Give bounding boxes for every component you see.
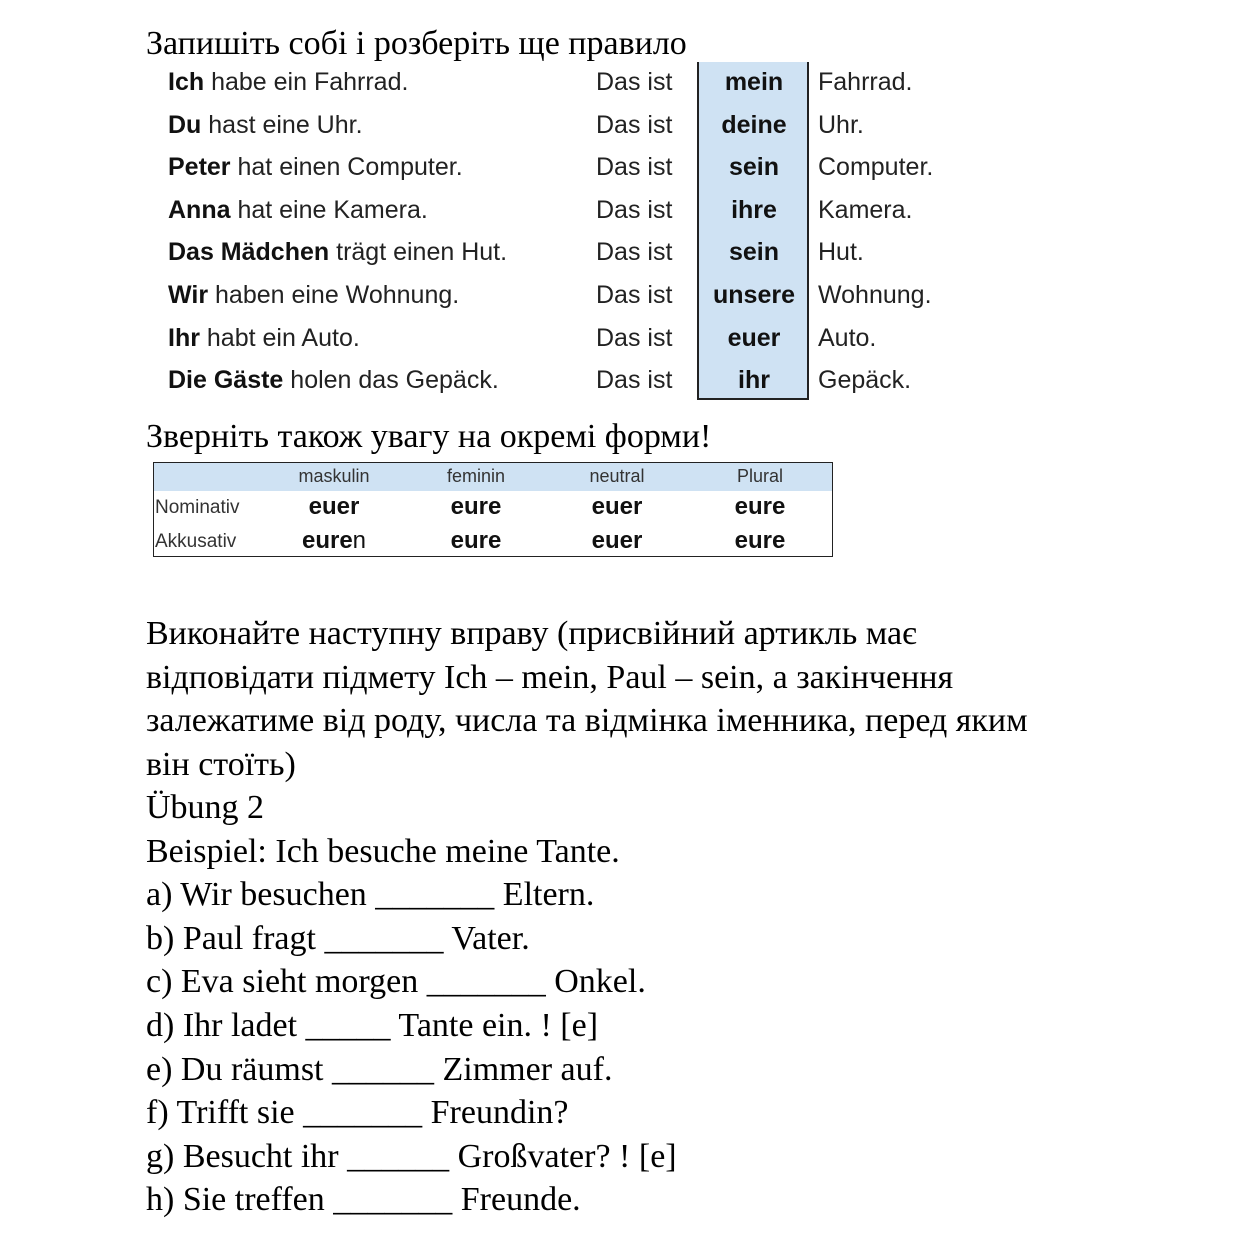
- example-rest: habe ein Fahrrad.: [204, 68, 409, 96]
- example-noun: Computer.: [818, 153, 934, 182]
- example-row: [0, 147, 1242, 189]
- example-possessive: ihre: [731, 195, 777, 224]
- example-sentence-text: [168, 68, 408, 97]
- forms-column-header: Plural: [736, 466, 784, 486]
- example-rest: haben eine Wohnung.: [208, 281, 460, 309]
- example-das-ist: Das ist: [596, 195, 673, 224]
- example-noun: Gepäck.: [818, 366, 912, 395]
- example-noun: Auto.: [818, 323, 877, 352]
- example-possessive: sein: [728, 153, 780, 182]
- exercise-title: Übung 2: [146, 789, 265, 826]
- example-subject: Das Mädchen: [168, 238, 330, 267]
- example-row: [0, 105, 1242, 147]
- forms-column-header: maskulin: [298, 466, 370, 486]
- example-possessive: deine: [721, 110, 787, 139]
- forms-cell: [690, 493, 830, 521]
- forms-row-label: Nominativ: [155, 497, 240, 518]
- example-sentence: Beispiel: Ich besuche meine Tante.: [146, 832, 620, 870]
- forms-cell-stem: eure: [301, 527, 353, 554]
- example-das-ist: Das ist: [596, 238, 673, 267]
- forms-cell-stem: eure: [450, 527, 502, 554]
- example-rest: hat einen Computer.: [230, 153, 463, 182]
- example-noun: Fahrrad.: [818, 68, 913, 96]
- example-subject: Wir: [168, 281, 209, 309]
- instructions-line: він стоїть): [146, 745, 296, 783]
- forms-cell: [547, 527, 687, 555]
- forms-cell: [547, 493, 687, 521]
- example-row: [0, 232, 1242, 274]
- example-possessive: ihr: [738, 366, 770, 395]
- instructions: [146, 612, 1146, 786]
- forms-column-header: feminin: [446, 466, 506, 486]
- example-das-ist: Das ist: [596, 153, 673, 182]
- forms-table-header: [154, 463, 832, 491]
- forms-cell: [264, 493, 404, 521]
- exercise-item: b) Paul fragt _______ Vater.: [146, 919, 530, 957]
- exercise-item: d) Ihr ladet _____ Tante ein. ! [e]: [146, 1006, 599, 1044]
- example-sentence-text: [168, 153, 463, 182]
- example-subject: Du: [168, 110, 202, 139]
- instructions-line: відповідати підмету Ich – mein, Paul – sein, а закінчення: [146, 658, 954, 696]
- example-row: [0, 275, 1242, 317]
- example-subject: Anna: [168, 195, 231, 224]
- example-subject: Die Gäste: [168, 366, 284, 395]
- example-sentence-text: [168, 111, 363, 140]
- example-noun: Kamera.: [818, 195, 913, 224]
- example-possessive: sein: [728, 238, 780, 267]
- example-sentence-text: [168, 324, 360, 353]
- forms-cell-stem: euer: [591, 527, 643, 554]
- example-das-ist: Das ist: [596, 366, 673, 395]
- example-rest: holen das Gepäck.: [283, 366, 499, 395]
- example-noun: Uhr.: [818, 110, 864, 139]
- forms-heading: Зверніть також увагу на окремі форми!: [146, 418, 712, 455]
- example-rest: hast eine Uhr.: [201, 110, 363, 139]
- forms-cell: [406, 527, 546, 555]
- example-possessive: unsere: [713, 281, 795, 309]
- forms-row: [154, 525, 832, 559]
- forms-cell-stem: eure: [450, 493, 502, 520]
- example-rest: hat eine Kamera.: [230, 195, 428, 224]
- forms-table: [153, 462, 833, 557]
- instructions-line: залежатиме від роду, числа та відмінка іменника, перед яким: [146, 702, 1028, 739]
- example-das-ist: Das ist: [596, 68, 673, 96]
- exercise-item: a) Wir besuchen _______ Eltern.: [146, 876, 595, 914]
- forms-cell-stem: euer: [591, 493, 643, 520]
- example-das-ist: Das ist: [596, 281, 673, 309]
- forms-row-label: Akkusativ: [155, 531, 237, 552]
- exercise-item: e) Du räumst ______ Zimmer auf.: [146, 1050, 613, 1088]
- forms-cell-stem: eure: [734, 493, 786, 520]
- example-row: [0, 62, 1242, 104]
- example-row: [0, 360, 1242, 402]
- example-noun: Hut.: [818, 238, 864, 267]
- forms-cell: [406, 493, 546, 521]
- example-row: [0, 318, 1242, 360]
- exercise-item: c) Eva sieht morgen _______ Onkel.: [146, 963, 646, 1001]
- forms-cell: [264, 527, 404, 555]
- example-sentence-text: [168, 196, 428, 225]
- exercise-item: h) Sie treffen _______ Freunde.: [146, 1181, 581, 1219]
- example-noun: Wohnung.: [818, 281, 932, 309]
- example-rest: trägt einen Hut.: [329, 238, 508, 267]
- rule-heading: Запишіть собі і розберіть ще правило: [146, 25, 687, 62]
- forms-cell-ending: n: [352, 527, 367, 554]
- forms-row: [154, 491, 832, 525]
- forms-cell-stem: eure: [734, 527, 786, 554]
- instructions-line: Виконайте наступну вправу (присвійний артикль має: [146, 615, 917, 652]
- example-das-ist: Das ist: [596, 110, 673, 139]
- exercise: [146, 786, 1146, 1222]
- example-sentence-text: [168, 238, 507, 267]
- example-rest: habt ein Auto.: [199, 323, 360, 352]
- forms-cell-stem: euer: [308, 493, 360, 520]
- example-subject: Peter: [168, 153, 231, 182]
- example-subject: Ich: [168, 68, 205, 96]
- example-das-ist: Das ist: [596, 323, 673, 352]
- example-possessive: mein: [724, 68, 784, 96]
- example-sentence-text: [168, 366, 499, 395]
- example-possessive: euer: [727, 323, 781, 352]
- exercise-item: f) Trifft sie _______ Freundin?: [146, 1094, 569, 1132]
- example-row: [0, 190, 1242, 232]
- exercise-item: g) Besucht ihr ______ Großvater? ! [e]: [146, 1137, 677, 1175]
- example-sentence-text: [168, 281, 459, 310]
- forms-column-header: neutral: [589, 466, 645, 486]
- example-subject: Ihr: [168, 323, 200, 352]
- forms-cell: [690, 527, 830, 555]
